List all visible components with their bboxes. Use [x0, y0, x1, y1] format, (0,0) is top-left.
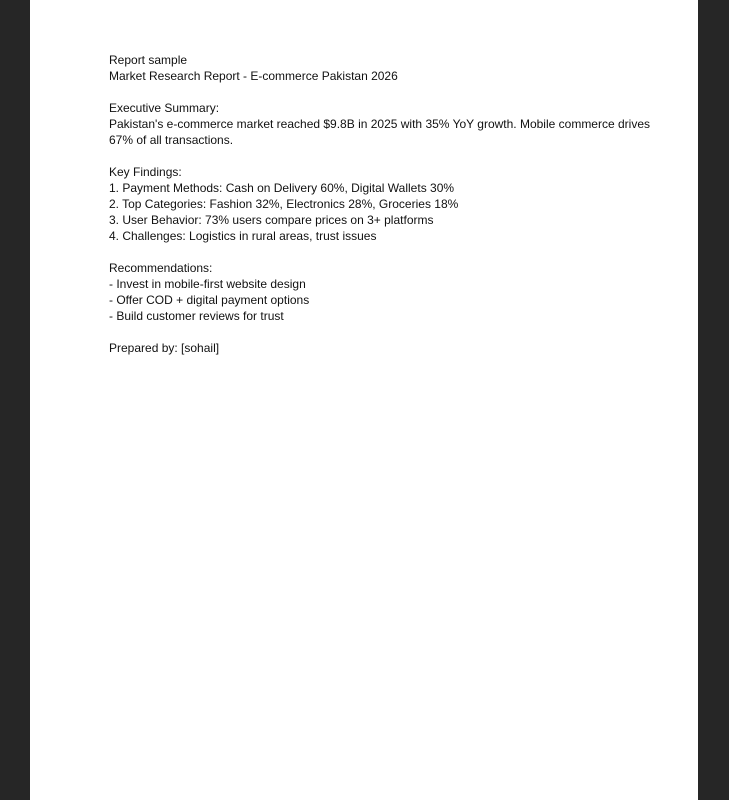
key-finding-item: 2. Top Categories: Fashion 32%, Electronics 28%, Groceries 18%	[109, 197, 459, 211]
key-finding-item: 3. User Behavior: 73% users compare prices on 3+ platforms	[109, 213, 434, 227]
spacer	[109, 148, 669, 164]
executive-summary-heading: Executive Summary:	[109, 101, 220, 115]
document-page	[30, 0, 698, 800]
spacer	[109, 84, 669, 100]
key-finding-item: 4. Challenges: Logistics in rural areas, trust issues	[109, 229, 377, 243]
report-label: Report sample	[109, 53, 188, 67]
recommendation-item: - Build customer reviews for trust	[109, 309, 284, 323]
executive-summary-text: Pakistan's e-commerce market reached $9.8B in 2025 with 35% YoY growth. Mobile commerce drives 67% of all transactions.	[109, 117, 650, 147]
report-title: Market Research Report - E-commerce Pakistan 2026	[109, 69, 398, 83]
key-finding-item: 1. Payment Methods: Cash on Delivery 60%, Digital Wallets 30%	[109, 181, 455, 195]
prepared-by: Prepared by: [sohail]	[109, 341, 220, 355]
spacer	[109, 324, 669, 340]
spacer	[109, 244, 669, 260]
recommendations-heading: Recommendations:	[109, 261, 213, 275]
recommendation-item: - Invest in mobile-first website design	[109, 277, 306, 291]
key-findings-heading: Key Findings:	[109, 165, 182, 179]
recommendation-item: - Offer COD + digital payment options	[109, 293, 310, 307]
document-content	[109, 52, 669, 356]
